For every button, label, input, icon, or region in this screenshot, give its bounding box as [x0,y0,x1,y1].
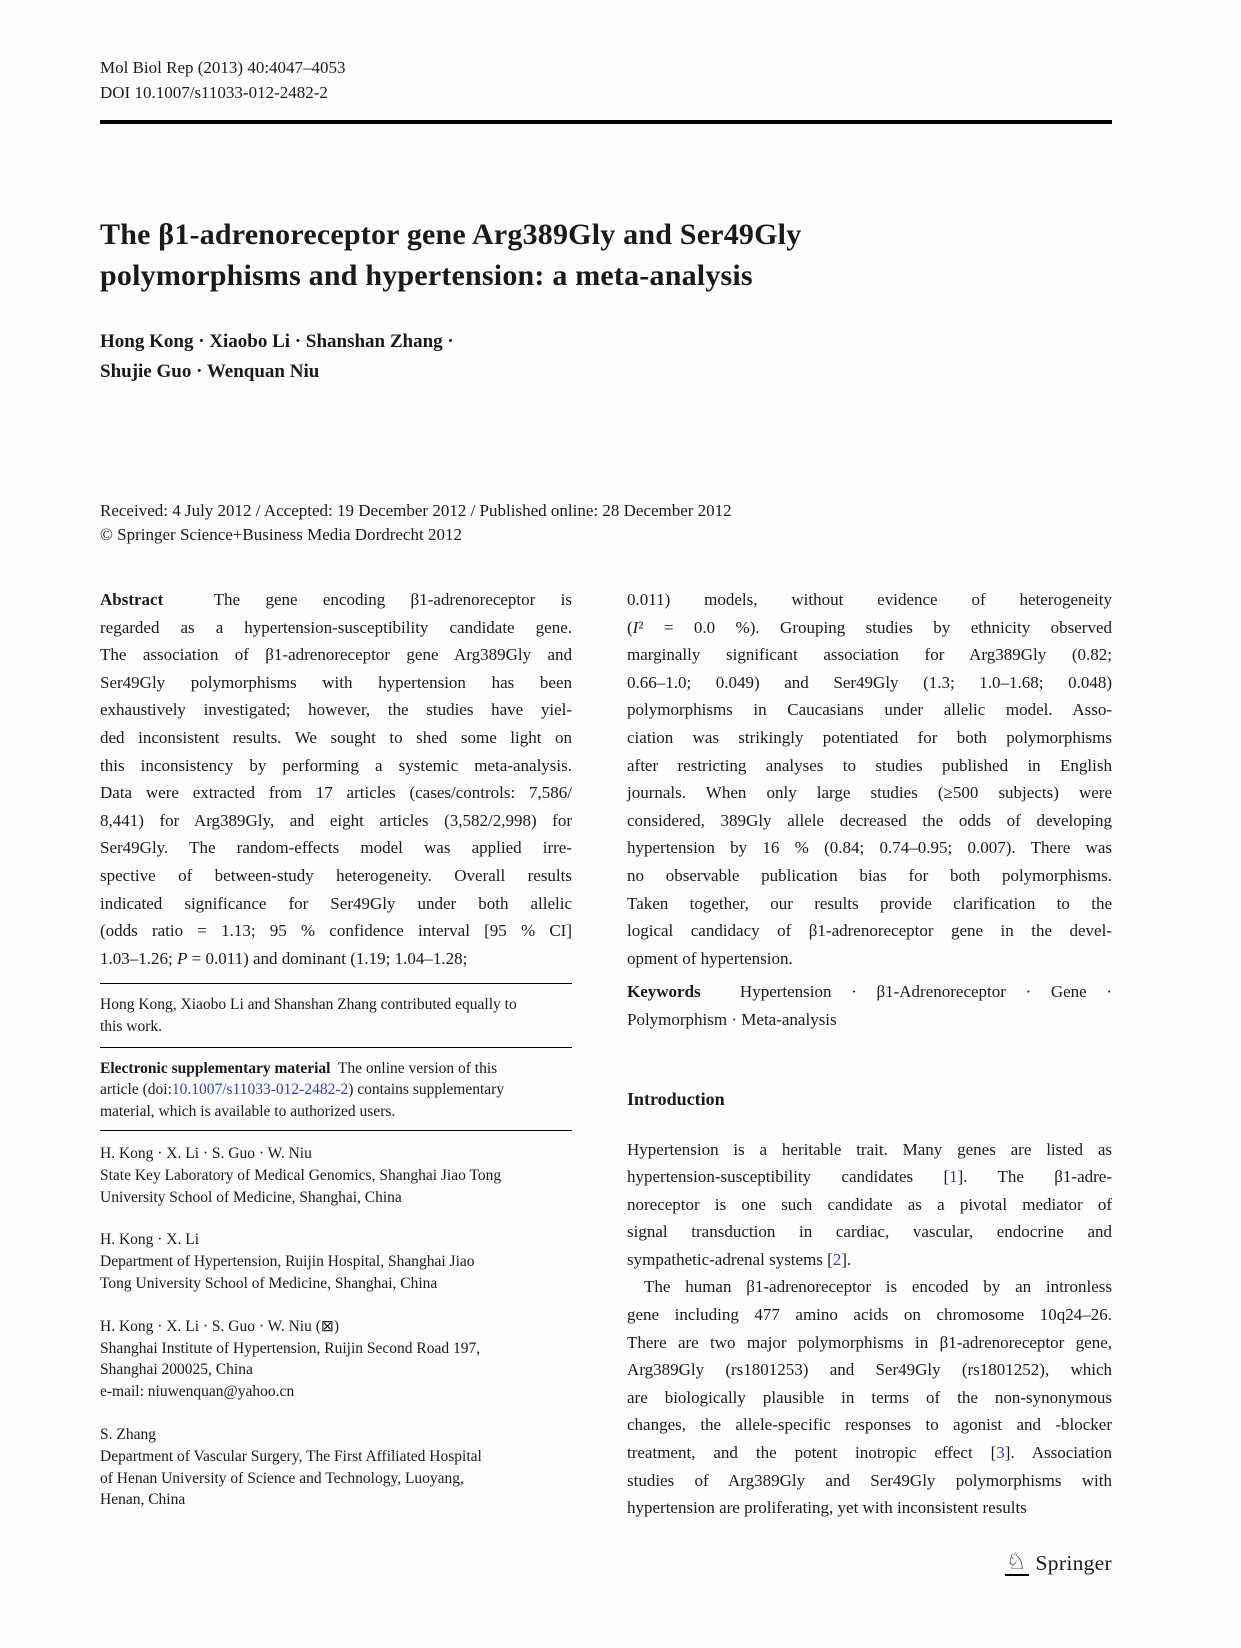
text-line: treatment, and the potent inotropic effect [3]. Association [627,1443,1112,1463]
text-line: Taken together, our results provide clarification to the [627,893,1112,913]
text-line: 0.66–1.0; 0.049) and Ser49Gly (1.3; 1.0–1.68; 0.048) [627,672,1112,692]
text-line: Electronic supplementary material The online version of this [100,1059,498,1077]
affiliation-authors: H. Kong · X. Li · S. Guo · W. Niu [100,1144,312,1162]
text-line: (odds ratio = 1.13; 95 % confidence interval [95 % CI] [100,921,572,941]
text-line: The association of β1-adrenoreceptor gene Arg389Gly and [100,645,572,665]
introduction-paragraph-1 [627,1136,1112,1274]
introduction-heading: Introduction [627,1088,725,1109]
text-line: this work. [100,1017,162,1035]
text-line: Abstract The gene encoding β1-adrenoreceptor is [100,590,572,609]
text-line: exhaustively investigated; however, the studies have yiel- [100,700,572,720]
received-accepted-line: Received: 4 July 2012 / Accepted: 19 December 2012 / Published online: 28 December 2012 [100,501,732,520]
text-line: logical candidacy of β1-adrenoreceptor gene in the devel- [627,921,1112,941]
text-line: Arg389Gly (rs1801253) and Ser49Gly (rs1801252), which [627,1360,1112,1380]
abstract-column-1 [100,586,572,972]
text-line: are biologically plausible in terms of the non-synonymous [627,1387,1112,1407]
citation-link[interactable]: 2 [832,1249,842,1269]
affiliations-list [100,1143,572,1511]
affiliation-line: University School of Medicine, Shanghai, China [100,1188,402,1206]
text-line: studies of Arg389Gly and Ser49Gly polymorphisms with [627,1470,1112,1490]
keywords-block [627,978,1112,1033]
text-line: 1.03–1.26; P = 0.011) and dominant (1.19; 1.04–1.28; [100,948,468,968]
left-column [100,586,572,972]
text-line: spective of between-study heterogeneity. Overall results [100,865,572,885]
text-line: this inconsistency by performing a systemic meta-analysis. [100,755,572,775]
text-line: signal transduction in cardiac, vascular, endocrine and [627,1222,1112,1242]
affiliation-line: of Henan University of Science and Technology, Luoyang, [100,1469,464,1487]
text-line: after restricting analyses to studies published in English [627,755,1112,775]
text-line: 0.011) models, without evidence of heterogeneity [627,590,1112,609]
author-line: Hong Kong · Xiaobo Li · Shanshan Zhang · [100,331,454,352]
citation-link[interactable]: 3 [996,1443,1005,1463]
journal-doi: DOI 10.1007/s11033-012-2482-2 [100,83,328,102]
affiliation-line: Shanghai 200025, China [100,1361,253,1379]
text-line: material, which is available to authorized users. [100,1103,396,1121]
abstract-column-2 [627,586,1112,972]
equal-contribution-note [100,994,572,1038]
author-list [100,327,454,387]
text-line: indicated significance for Ser49Gly under both allelic [100,893,572,913]
copyright-line: © Springer Science+Business Media Dordrecht 2012 [100,525,462,544]
text-line: Polymorphism · Meta-analysis [627,1009,837,1029]
affiliation-line: e-mail: niuwenquan@yahoo.cn [100,1383,295,1401]
affiliation-authors: S. Zhang [100,1425,156,1443]
article-title-line: polymorphisms and hypertension: a meta-analysis [100,259,753,292]
text-line: ded inconsistent results. We sought to shed some light on [100,727,572,747]
text-line: article (doi:10.1007/s11033-012-2482-2) contains supplementary [100,1081,505,1099]
affiliation [100,1316,572,1403]
affiliation-authors: H. Kong · X. Li [100,1231,200,1249]
text-line: hypertension-susceptibility candidates [1]. The β1-adre- [627,1167,1112,1187]
doi-link[interactable]: 10.1007/s11033-012-2482-2 [171,1081,349,1099]
text-line: Ser49Gly. The random-effects model was applied irre- [100,838,572,858]
affiliation-line: Shanghai Institute of Hypertension, Ruijin Second Road 197, [100,1339,481,1357]
header-rule [100,120,1112,124]
right-column [627,586,1112,1522]
affiliation-line: Henan, China [100,1491,186,1509]
text-line: noreceptor is one such candidate as a pivotal mediator of [627,1194,1112,1214]
affiliation-line: Tong University School of Medicine, Shanghai, China [100,1274,438,1292]
article-title-line: The β1-adrenoreceptor gene Arg389Gly and Ser49Gly [100,218,802,251]
affiliation-line: Department of Hypertension, Ruijin Hospital, Shanghai Jiao [100,1253,475,1271]
footnote-block [100,983,572,1532]
introduction-paragraph-2 [627,1273,1112,1521]
text-line: sympathetic-adrenal systems [2]. [627,1249,852,1269]
text-line: marginally significant association for Arg389Gly (0.82; [627,645,1112,665]
footnote-rule [100,1130,572,1131]
text-line: (I² = 0.0 %). Grouping studies by ethnicity observed [627,617,1112,637]
electronic-supplementary-note [100,1058,572,1123]
text-line: regarded as a hypertension-susceptibility candidate gene. [100,617,572,637]
text-line: The human β1-adrenoreceptor is encoded by an intronless [644,1277,1112,1297]
affiliation [100,1229,572,1294]
affiliation-authors: H. Kong · X. Li · S. Guo · W. Niu (⊠) [100,1317,340,1335]
footnote-rule [100,983,572,984]
affiliation-line: Department of Vascular Surgery, The First Affiliated Hospital [100,1447,482,1465]
text-line: Data were extracted from 17 articles (cases/controls: 7,586/ [100,783,572,803]
text-line: Keywords Hypertension · β1-Adrenoreceptor · Gene · [627,982,1112,1002]
publication-meta [100,499,732,547]
text-line: changes, the allele-specific responses to agonist and -blocker [627,1415,1112,1435]
citation-link[interactable]: 1 [949,1167,958,1187]
text-line: journals. When only large studies (≥500 subjects) were [627,783,1112,803]
journal-citation: Mol Biol Rep (2013) 40:4047–4053 [100,58,346,77]
text-line: opment of hypertension. [627,948,793,968]
journal-header [100,55,346,105]
text-line: considered, 389Gly allele decreased the odds of developing [627,810,1112,830]
text-line: hypertension are proliferating, yet with inconsistent results [627,1498,1027,1518]
article-title [100,214,1112,296]
springer-label: Springer [1035,1551,1112,1575]
affiliation [100,1143,572,1208]
text-line: 8,441) for Arg389Gly, and eight articles (3,582/2,998) for [100,810,572,830]
springer-logo [1005,1550,1112,1576]
affiliation [100,1424,572,1511]
author-line: Shujie Guo · Wenquan Niu [100,361,320,382]
text-line: gene including 477 amino acids on chromosome 10q24–26. [627,1305,1112,1325]
text-line: Ser49Gly polymorphisms with hypertension has been [100,672,572,692]
text-line: There are two major polymorphisms in β1-adrenoreceptor gene, [627,1332,1112,1352]
text-line: polymorphisms in Caucasians under allelic model. Asso- [627,700,1112,720]
footnote-rule [100,1047,572,1048]
text-line: ciation was strikingly potentiated for both polymorphisms [627,727,1112,747]
text-line: no observable publication bias for both polymorphisms. [627,865,1112,885]
text-line: hypertension by 16 % (0.84; 0.74–0.95; 0.007). There was [627,838,1112,858]
springer-horse-icon: ♘ [1005,1549,1027,1575]
text-line: Hong Kong, Xiaobo Li and Shanshan Zhang contributed equally to [100,996,517,1013]
text-line: Hypertension is a heritable trait. Many genes are listed as [627,1139,1112,1159]
affiliation-line: State Key Laboratory of Medical Genomics, Shanghai Jiao Tong [100,1166,502,1184]
